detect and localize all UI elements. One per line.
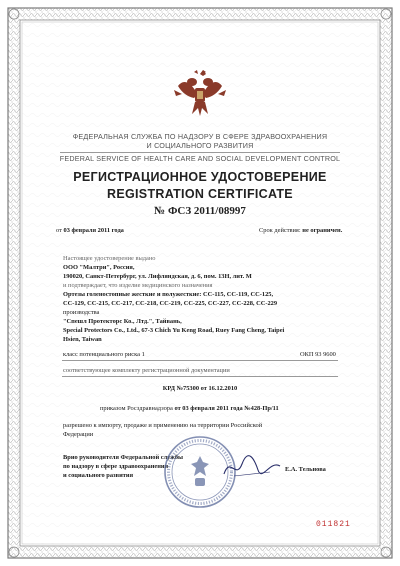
producer-line-1: "Спешл Протекторс Ко., Лтд.", Тайвань, xyxy=(63,318,182,325)
body-intro: Настоящее удостоверение выдано xyxy=(63,255,156,262)
okp-code: ОКП 93 9600 xyxy=(300,351,336,358)
holder-address: 190020, Санкт-Петербург, ул. Лифляндская, д. 6, пом. 13Н, лит. М xyxy=(63,273,252,280)
body-confirm: и подтверждает, что изделие медицинского назначения xyxy=(63,282,213,289)
producer-line-3: Hsien, Taiwan xyxy=(63,336,102,343)
producer-line-2: Special Protectors Co., Ltd., 67-3 Chich Yu Keng Road, Ruey Fang Cheng, Taipei xyxy=(63,327,285,334)
validity xyxy=(259,227,342,234)
validity-value: не ограничен. xyxy=(302,227,343,234)
holder-name: ООО "Малтри", Россия, xyxy=(63,264,135,271)
certificate-title-en: REGISTRATION CERTIFICATE xyxy=(107,187,293,201)
producer-label: производства xyxy=(63,309,100,316)
agency-name-ru-line2: И СОЦИАЛЬНОГО РАЗВИТИЯ xyxy=(146,141,254,150)
order-prefix: приказом Росздравнадзора xyxy=(100,405,173,412)
serial-number: 011821 xyxy=(316,520,351,529)
signatory-role-1: Врио руководителя Федеральной службы xyxy=(63,454,184,461)
signatory-name: Е.А. Тельнова xyxy=(285,466,326,473)
divider xyxy=(60,152,340,153)
signature-scribble xyxy=(220,452,284,482)
signatory-role-2: по надзору в сфере здравоохранения xyxy=(63,463,169,470)
permission-line-2: Федерации xyxy=(63,431,94,438)
signatory-role-3: и социального развития xyxy=(63,472,134,479)
issue-date-value: 03 февраля 2011 года xyxy=(63,227,124,234)
docs-line: соответствующее комплекту регистрационной документации xyxy=(63,367,230,374)
permission-line-1: разрешено к импорту, продаже и применению на территории Российской xyxy=(63,422,263,429)
product-line-1: Ортезы голеностопные жесткие и полужесткие: CC-115, CC-119, CC-125, xyxy=(63,291,274,298)
risk-class: класс потенциального риска 1 xyxy=(63,351,145,358)
divider xyxy=(62,376,338,377)
product-line-2: CC-129, CC-215, CC-217, CC-218, CC-219, CC-225, CC-227, CC-228, CC-229 xyxy=(63,300,278,307)
agency-name-en: FEDERAL SERVICE OF HEALTH CARE AND SOCIAL DEVELOPMENT CONTROL xyxy=(59,154,341,163)
order-line xyxy=(100,405,279,412)
order-date: от 03 февраля 2011 года №428-Пр/11 xyxy=(174,405,279,412)
validity-label: Срок действия: xyxy=(259,227,301,234)
certificate-title-ru: РЕГИСТРАЦИОННОЕ УДОСТОВЕРЕНИЕ xyxy=(73,170,327,184)
certificate-number: № ФСЗ 2011/08997 xyxy=(154,205,246,217)
krd-line: КРД №75300 от 16.12.2010 xyxy=(162,385,238,392)
issue-date-prefix: от xyxy=(56,227,62,234)
divider xyxy=(62,360,338,361)
agency-name-ru-line1: ФЕДЕРАЛЬНАЯ СЛУЖБА ПО НАДЗОРУ В СФЕРЕ ЗДРАВООХРАНЕНИЯ xyxy=(72,132,328,141)
issue-date xyxy=(56,227,124,234)
